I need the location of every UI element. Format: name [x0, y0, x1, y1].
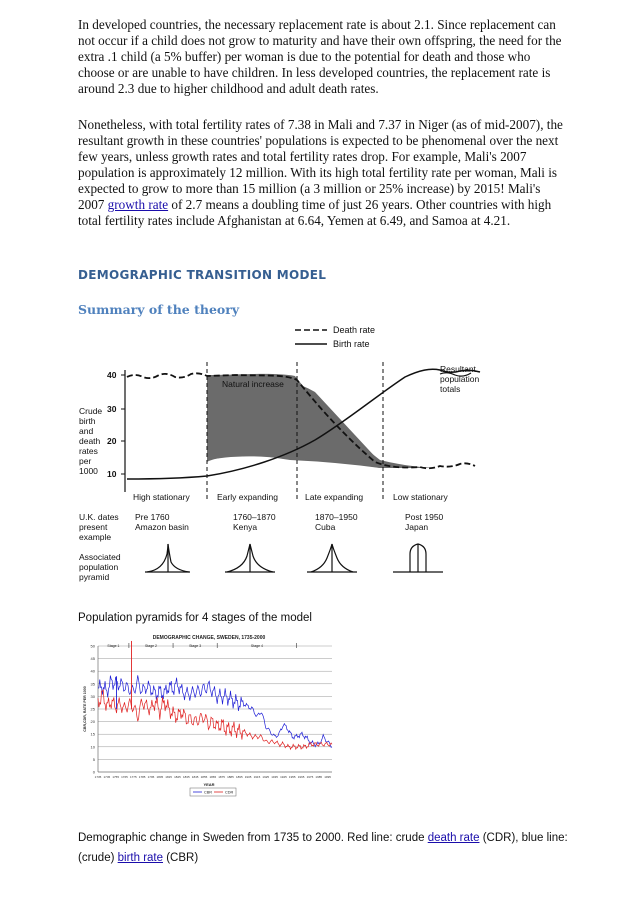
- section-heading: DEMOGRAPHIC TRANSITION MODEL: [78, 268, 327, 282]
- sweden-xtick: 1885: [227, 775, 234, 779]
- stage-label: High stationary: [133, 492, 190, 502]
- sweden-ytick: 35: [90, 681, 95, 687]
- sweden-series-cbr: [98, 675, 332, 747]
- sweden-xtick: 1775: [129, 775, 137, 779]
- pyramid-low-stationary: [393, 544, 443, 572]
- stage-label: Low stationary: [393, 492, 448, 502]
- pyramid-early-expanding: [225, 544, 275, 572]
- caption-text: (CBR): [163, 852, 199, 864]
- sweden-ytick: 20: [90, 719, 95, 725]
- sweden-xtick: 1815: [165, 775, 172, 779]
- dtm-diagram: [75, 322, 495, 590]
- row-label-pyramid: Associated population pyramid: [79, 552, 121, 582]
- sweden-xtick: 1825: [174, 775, 181, 779]
- sweden-xtick: 1905: [244, 775, 252, 779]
- sweden-stage-label: Stage 4: [250, 644, 263, 648]
- birth-rate-link[interactable]: birth rate: [117, 852, 164, 864]
- sweden-xtick: 1965: [297, 775, 305, 779]
- sweden-ytick: 15: [90, 731, 95, 737]
- sweden-ytick: 40: [90, 668, 95, 674]
- sweden-ylabel: CBR,CDR, RATE PER 1000: [83, 686, 87, 732]
- resultant-label: Resultant population totals: [440, 364, 480, 394]
- sweden-xtick: 1765: [121, 775, 128, 779]
- legend-death-label: Death rate: [333, 325, 376, 335]
- stage-label: Early expanding: [217, 492, 278, 502]
- stage-date: 1870–1950 Cuba: [315, 512, 358, 532]
- sweden-xtick: 1785: [138, 775, 146, 779]
- dtm-ytick: 30: [107, 404, 117, 414]
- sweden-xtick: 1975: [306, 775, 314, 779]
- row-label-dates: U.K. dates present example: [79, 512, 119, 542]
- sweden-ytick: 5: [92, 756, 95, 762]
- dtm-ytick: 20: [107, 436, 117, 446]
- caption-pyramids: Population pyramids for 4 stages of the model: [78, 612, 312, 624]
- paragraph-text: Nonetheless, with total fertility rates of 7.38 in Mali and 7.37 in Niger (as of mid-2007), the resultant growth in these countries' populations is expected to be phenomenal over the next few years, unless growth rates and total fertility rates drop. For example, Mali's 2007 population is approximately 12 million. With its high total fertility rate per woman, Mali is expected to grow to more than 15 million (a 3 million or 25% increase) by 2015! Mali's 2007: [78, 117, 563, 212]
- dtm-ytick: 10: [107, 469, 117, 479]
- sweden-ytick: 50: [90, 643, 95, 649]
- stage-date: Pre 1760 Amazon basin: [135, 512, 189, 532]
- section-subheading: Summary of the theory: [78, 302, 240, 317]
- sweden-xtick: 1835: [182, 775, 190, 779]
- sweden-xtick: 1745: [103, 775, 111, 779]
- paragraph-fertility: [78, 117, 568, 229]
- death-rate-link[interactable]: death rate: [427, 832, 480, 844]
- sweden-xtick: 1845: [191, 775, 199, 779]
- sweden-xtick: 1985: [315, 775, 323, 779]
- sweden-xtick: 1795: [147, 775, 155, 779]
- pyramid-high-stationary: [145, 544, 190, 572]
- sweden-chart: [78, 632, 340, 800]
- sweden-xlabel: YEAR: [203, 782, 215, 787]
- sweden-xtick: 1955: [288, 775, 296, 779]
- sweden-stage-label: Stage 3: [189, 644, 202, 648]
- sweden-xtick: 1865: [209, 775, 217, 779]
- caption-sweden: [78, 828, 568, 868]
- caption-text: (CDR), blue line:: [479, 832, 568, 844]
- sweden-stage-label: Stage 2: [144, 644, 158, 648]
- dtm-ylabel: Crude birth and death rates per 1000: [79, 406, 103, 476]
- sweden-series-cdr: [98, 690, 332, 749]
- paragraph-replacement-rate: In developed countries, the necessary replacement rate is about 2.1. Since replacement can not occur if a child does not grow to maturity and have their own offspring, the need for the extra .1 child (a 5% buffer) per woman is due to the potential for death and those who choose or are unable to have children. In less developed countries, the replacement rate is around 2.3 due to higher childhood and adult death rates.: [78, 17, 562, 96]
- sweden-chart-title: DEMOGRAPHIC CHANGE, SWEDEN, 1735-2000: [152, 635, 266, 641]
- sweden-ytick: 0: [92, 769, 95, 775]
- sweden-xtick: 1855: [200, 775, 208, 779]
- stage-date: Post 1950 Japan: [405, 512, 444, 532]
- sweden-xtick: 1895: [235, 775, 243, 779]
- sweden-ytick: 45: [90, 656, 95, 662]
- sweden-xtick: 1805: [156, 775, 164, 779]
- sweden-ytick: 25: [90, 706, 95, 712]
- growth-rate-link[interactable]: growth rate: [107, 197, 169, 212]
- sweden-xtick: 1915: [253, 775, 261, 779]
- legend-birth-label: Birth rate: [333, 339, 370, 349]
- sweden-xtick: 1995: [324, 775, 331, 779]
- dtm-ytick: 40: [107, 370, 117, 380]
- sweden-legend-cdr: CDR: [225, 790, 234, 795]
- sweden-xtick: 1945: [280, 775, 287, 779]
- paragraph-text: of 2.7 means a doubling time of just 26 years. Other countries with high total fertility rates include Afghanistan at 6.64, Yemen at 6.49, and Samoa at 4.21.: [78, 197, 552, 228]
- sweden-stage-label: Stage 1: [107, 644, 120, 648]
- sweden-legend-cbr: CBR: [204, 790, 213, 795]
- sweden-ytick: 10: [90, 744, 95, 750]
- sweden-xtick: 1875: [218, 775, 225, 779]
- sweden-xtick: 1735: [94, 775, 102, 779]
- caption-text: Demographic change in Sweden from 1735 to 2000. Red line: crude: [78, 832, 428, 844]
- natural-increase-label: Natural increase: [222, 379, 284, 389]
- sweden-ytick: 30: [90, 693, 95, 699]
- sweden-xtick: 1925: [262, 775, 270, 779]
- caption-text: (crude): [78, 852, 118, 864]
- stage-date: 1760–1870 Kenya: [233, 512, 276, 532]
- sweden-xtick: 1935: [271, 775, 278, 779]
- stage-label: Late expanding: [305, 492, 364, 502]
- sweden-xtick: 1755: [112, 775, 120, 779]
- pyramid-late-expanding: [307, 544, 357, 572]
